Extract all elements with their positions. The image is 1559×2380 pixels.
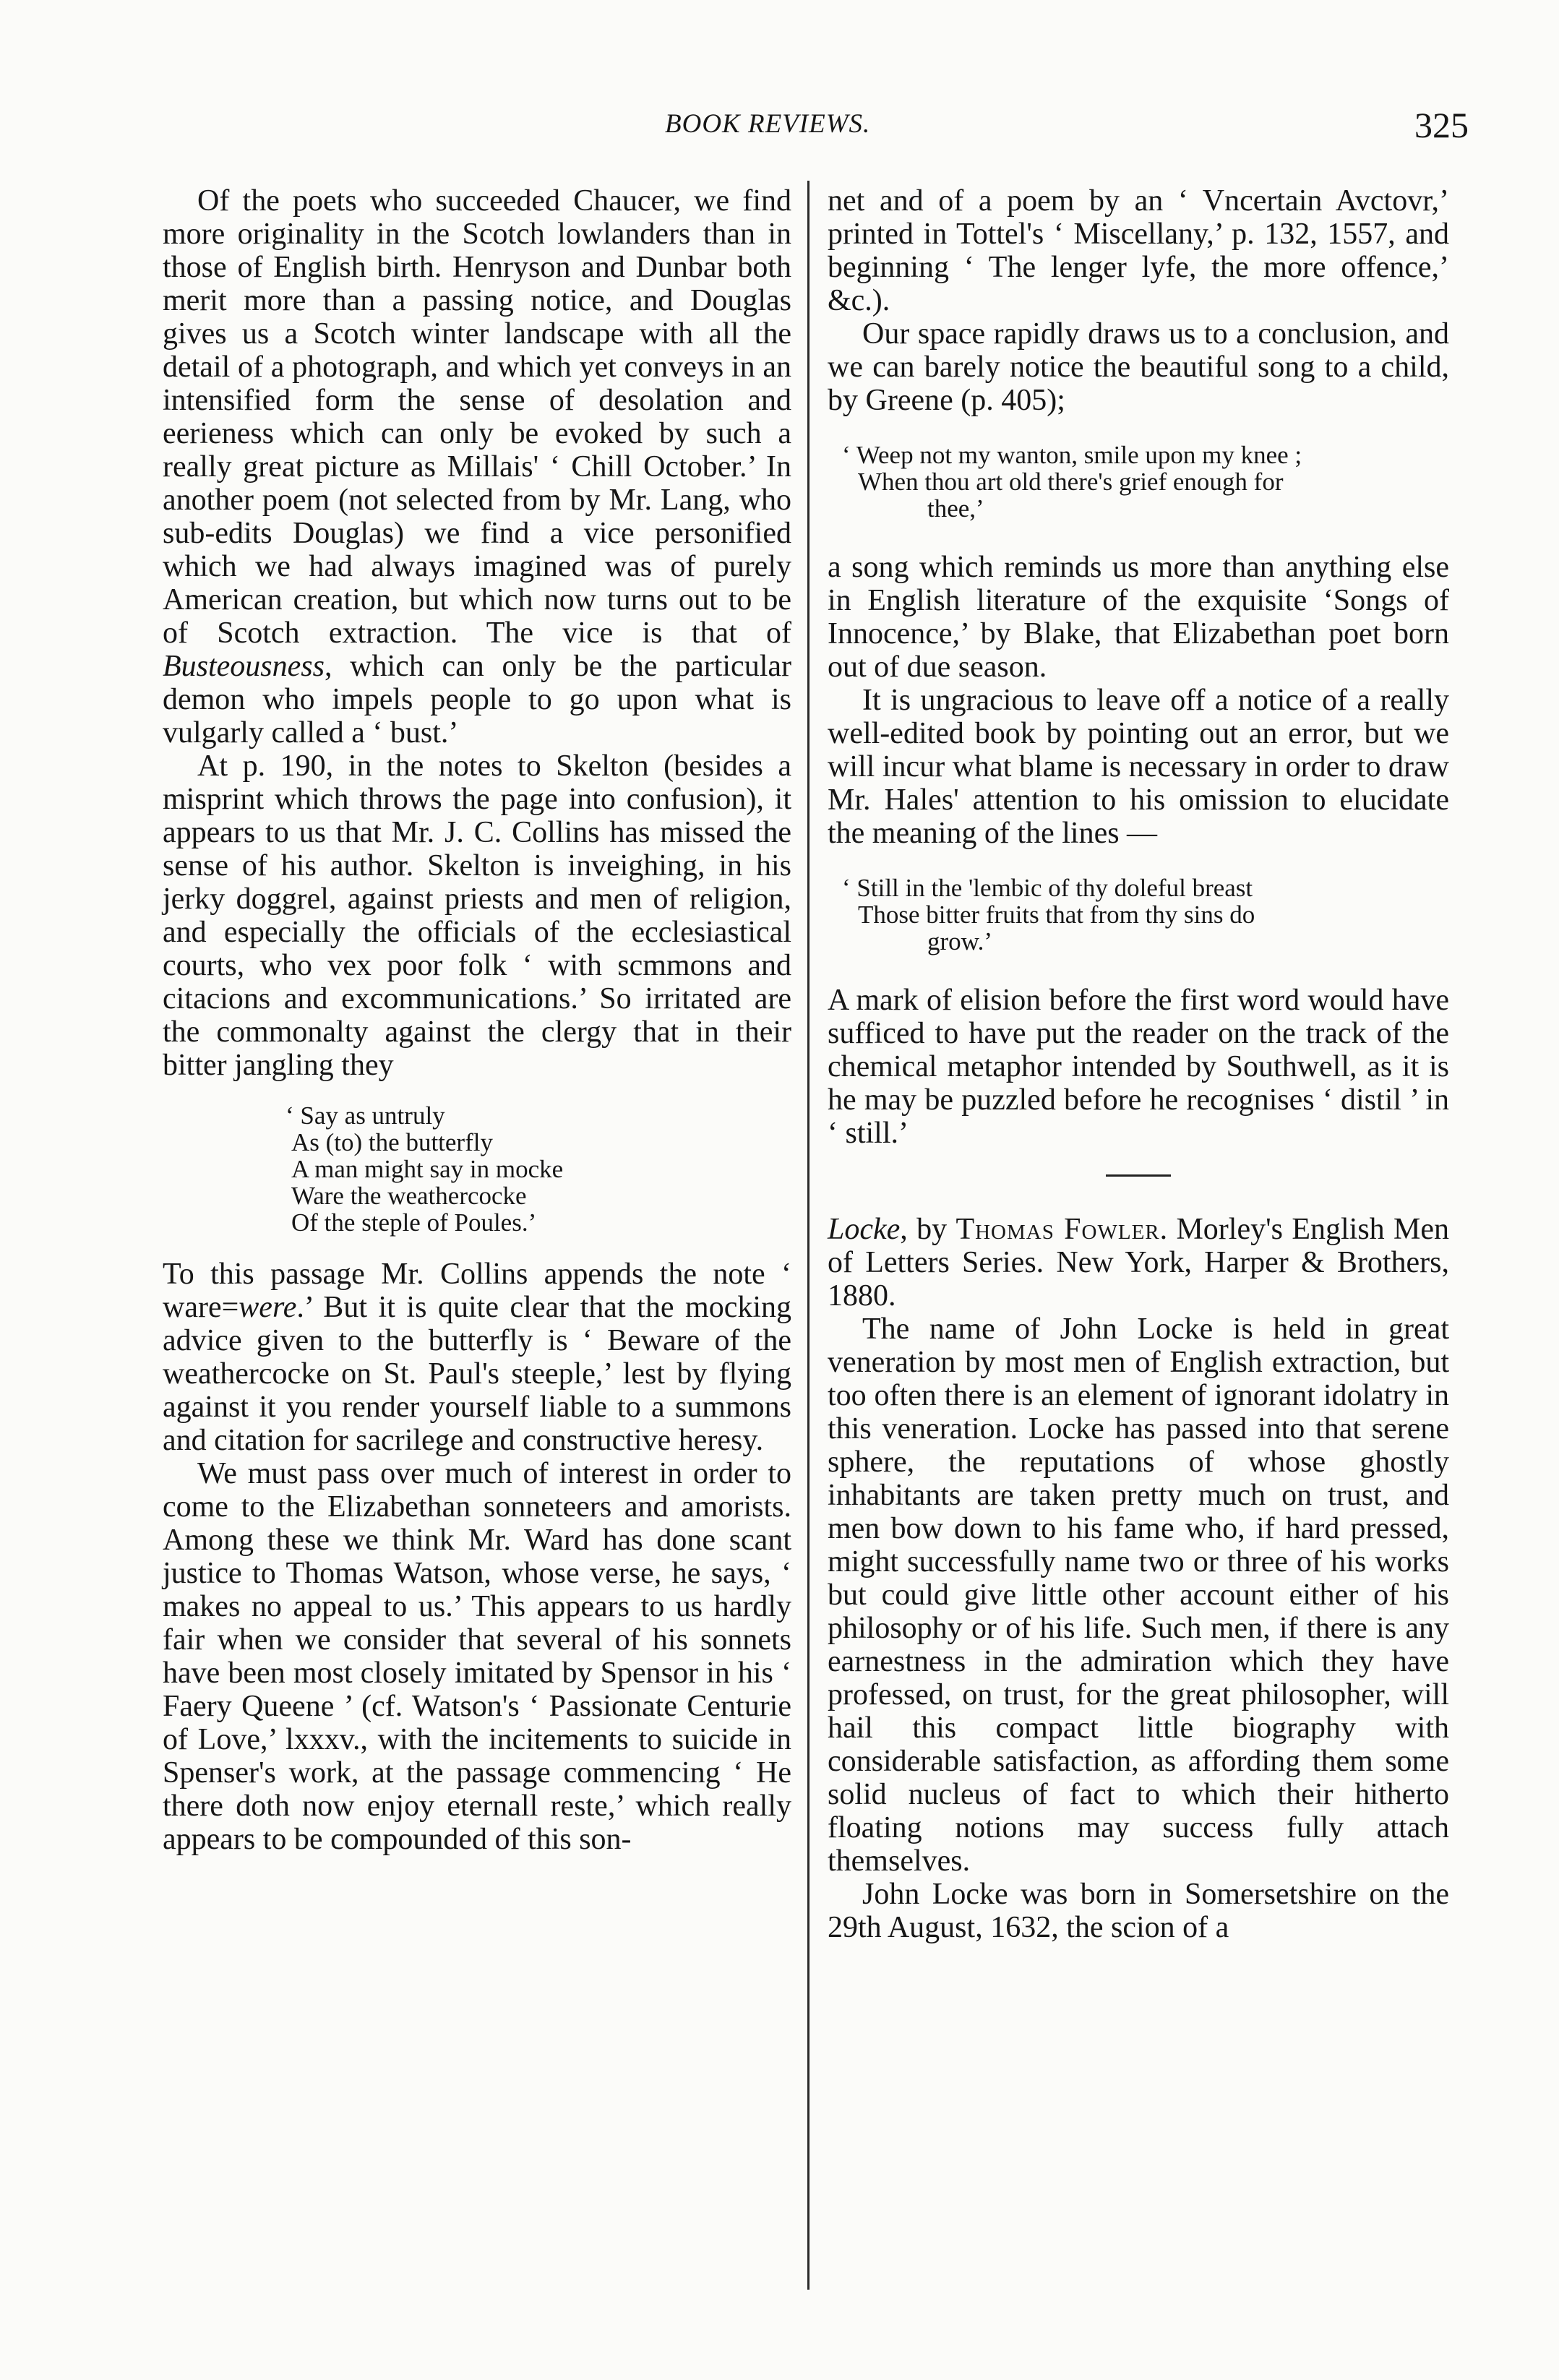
paragraph: We must pass over much of interest in order to come to the Elizabethan sonneteers and amorists. Among these we think Mr. Ward has done scant justice to Thomas Watson, whose verse, he says, ‘ makes no appeal to us.’ This appears to us hardly fair when we consider that several of his sonnets have been most closely imitated by Spensor in his ‘ Faery Queene ’ (cf. Watson's ‘ Passionate Centurie of Love,’ lxxxv., with the incitements to suicide in Spenser's work, at the passage commencing ‘ He there doth now enjoy eternall reste,’ which really appears to be compounded of this son- xyxy=(163,1457,791,1856)
verse-line: Ware the weathercocke xyxy=(291,1182,527,1210)
paragraph: To this passage Mr. Collins appends the note ‘ ware=were.’ But it is quite clear that the mocking advice given to the butterfly is ‘ Beware of the weathercocke on St. Paul's steeple,’ lest by flying against it you render yourself liable to a summons and citation for sacrilege and constructive heresy. xyxy=(163,1258,791,1457)
verse-quote xyxy=(828,442,1449,522)
paragraph: Our space rapidly draws us to a conclusion, and we can barely notice the beautiful song to a child, by Greene (p. 405); xyxy=(828,317,1449,417)
verse-line: ‘ Still in the 'lembic of thy doleful breast xyxy=(842,874,1253,902)
verse-quote xyxy=(828,875,1449,955)
verse-line: When thou art old there's grief enough for xyxy=(858,468,1284,496)
verse-line: grow.’ xyxy=(927,927,993,955)
verse-line: Of the steple of Poules.’ xyxy=(291,1208,537,1237)
verse-line: ‘ Say as untruly xyxy=(285,1101,445,1130)
review-title: Locke xyxy=(828,1213,901,1246)
review-author: Thomas Fowler xyxy=(955,1213,1160,1246)
verse-line: A man might say in mocke xyxy=(291,1155,564,1183)
column-divider xyxy=(807,181,809,2290)
running-head: BOOK REVIEWS. xyxy=(665,109,871,139)
review-heading: Locke, by Thomas Fowler. Morley's English Men of Letters Series. New York, Harper & Brothers, 1880. xyxy=(828,1213,1449,1313)
paragraph: Of the poets who succeeded Chaucer, we find more originality in the Scotch lowlanders than in those of English birth. Henryson and Dunbar both merit more than a passing notice, and Douglas gives us a Scotch winter landscape with all the detail of a photograph, and which yet conveys in an intensified form the sense of desolation and eerieness which can only be evoked by such a really great picture as Millais' ‘ Chill October.’ In another poem (not selected from by Mr. Lang, who sub-edits Douglas) we find a vice personified which we had always imagined was of purely American creation, but which now turns out to be of Scotch extraction. The vice is that of Busteousness, which can only be the particular demon who impels people to go upon what is vulgarly called a ‘ bust.’ xyxy=(163,184,791,749)
verse-line: thee,’ xyxy=(927,494,984,523)
paragraph: A mark of elision before the first word would have sufficed to have put the reader on the track of the chemical metaphor intended by Southwell, as it is he may be puzzled before he recognises ‘ distil ’ in ‘ still.’ xyxy=(828,984,1449,1150)
verse-line: ‘ Weep not my wanton, smile upon my knee ; xyxy=(842,441,1302,469)
page-header xyxy=(0,105,1559,152)
paragraph: The name of John Locke is held in great veneration by most men of English extraction, but too often there is an element of ignorant idolatry in this veneration. Locke has passed into that serene sphere, the reputations of whose ghostly inhabitants are taken pretty much on trust, and men bow down to his fame who, if hard pressed, might successfully name two or three of his works but could give little other account either of his philosophy or of his life. Such men, if there is any earnestness in the admiration which they have professed, on trust, for the great philosopher, will hail this compact little biography with considerable satisfaction, as affording them some solid nucleus of fact to which their hitherto floating notions may success fully attach themselves. xyxy=(828,1313,1449,1878)
paragraph: net and of a poem by an ‘ Vncertain Avctovr,’ printed in Tottel's ‘ Miscellany,’ p. 132, 1557, and beginning ‘ The lenger lyfe, the more offence,’ &c.). xyxy=(828,184,1449,317)
page-number: 325 xyxy=(1414,105,1469,145)
verse-line: As (to) the butterfly xyxy=(291,1128,493,1156)
paragraph: John Locke was born in Somersetshire on the 29th August, 1632, the scion of a xyxy=(828,1878,1449,1944)
verse-quote xyxy=(163,1102,791,1236)
right-column xyxy=(828,184,1449,1944)
paragraph: a song which reminds us more than anything else in English literature of the exquisite ‘Songs of Innocence,’ by Blake, that Elizabethan poet born out of due season. xyxy=(828,551,1449,684)
left-column xyxy=(163,184,791,1856)
verse-line: Those bitter fruits that from thy sins do xyxy=(858,901,1255,929)
paragraph: At p. 190, in the notes to Skelton (besides a misprint which throws the page into confusion), it appears to us that Mr. J. C. Collins has missed the sense of his author. Skelton is inveighing, in his jerky doggrel, against priests and men of religion, and especially the officials of the ecclesiastical courts, who vex poor folk ‘ with scmmons and citacions and excommunications.’ So irritated are the commonalty against the clergy that in their bitter jangling they xyxy=(163,749,791,1082)
paragraph: It is ungracious to leave off a notice of a really well-edited book by pointing out an error, but we will incur what blame is necessary in order to draw Mr. Hales' attention to his omission to elucidate the meaning of the lines — xyxy=(828,684,1449,850)
section-separator xyxy=(1106,1174,1171,1177)
